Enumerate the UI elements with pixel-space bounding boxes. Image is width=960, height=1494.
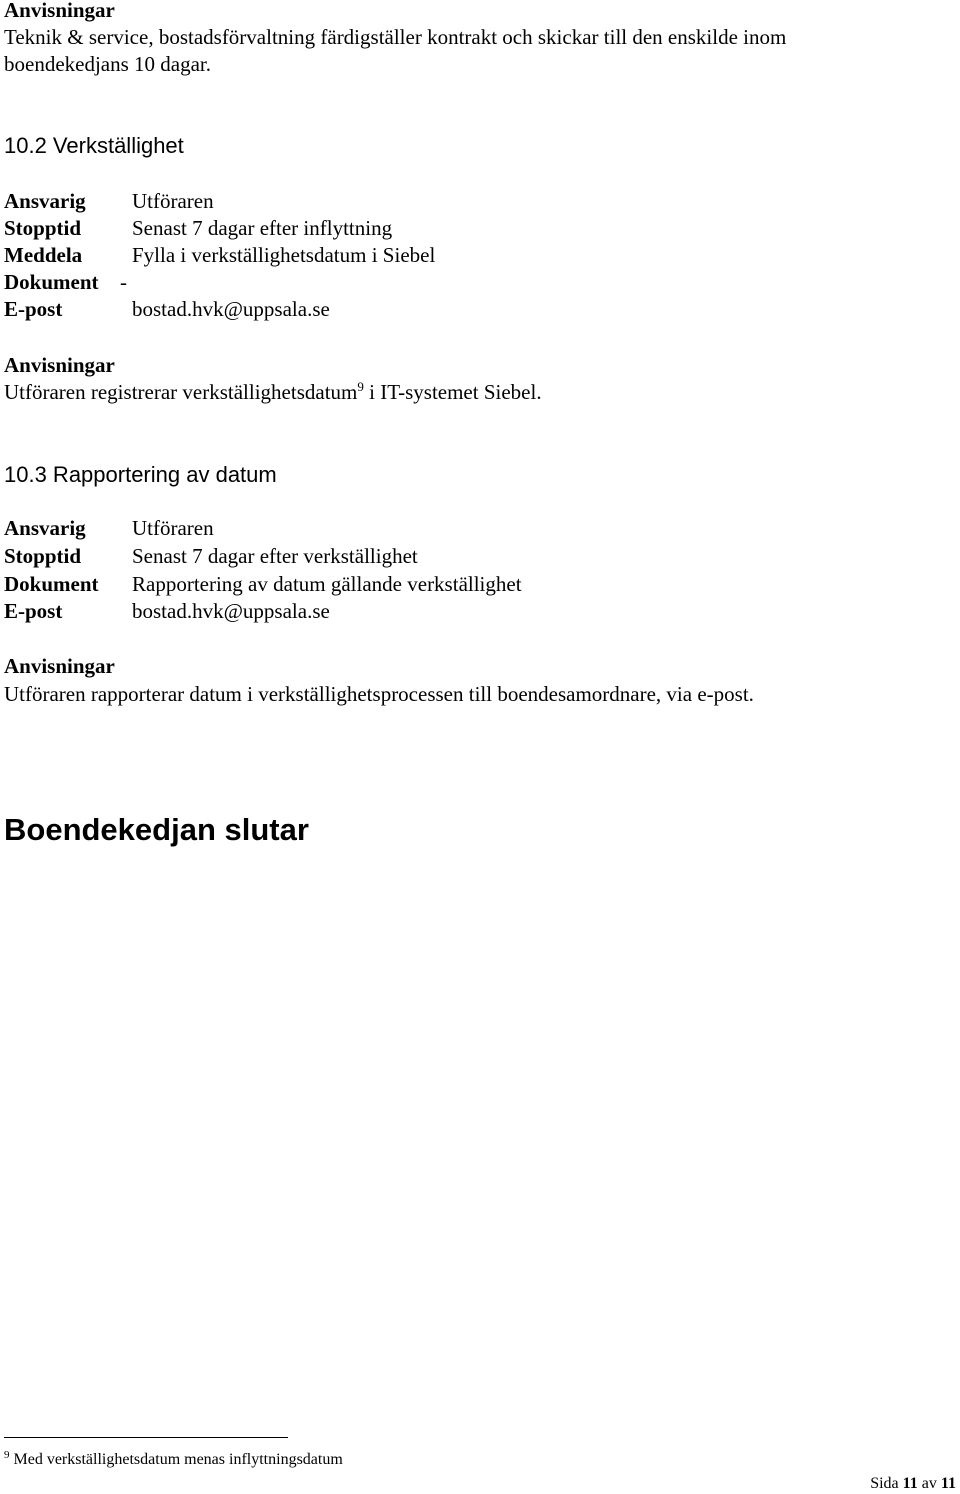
footnote bbox=[4, 1450, 343, 1470]
page-number-separator: av bbox=[917, 1475, 941, 1492]
row-value: Utföraren bbox=[132, 516, 214, 540]
row-label: Stopptid bbox=[4, 216, 82, 240]
intro-heading: Anvisningar bbox=[4, 0, 115, 22]
row-label: E-post bbox=[4, 599, 63, 623]
row-value-email: bostad.hvk@uppsala.se bbox=[132, 297, 330, 321]
closing-heading: Boendekedjan slutar bbox=[4, 812, 309, 847]
row-value: Utföraren bbox=[132, 189, 214, 213]
page-number-total: 11 bbox=[940, 1475, 956, 1492]
section-10-2-title: 10.2 Verkställighet bbox=[4, 133, 184, 158]
page-number-prefix: Sida bbox=[870, 1475, 903, 1492]
row-label: Dokument bbox=[4, 270, 99, 294]
row-label: Ansvarig bbox=[4, 516, 86, 540]
intro-text-line1: Teknik & service, bostadsförvaltning färdigställer kontrakt och skickar till den enskilde inom bbox=[4, 25, 787, 49]
row-value-email: bostad.hvk@uppsala.se bbox=[132, 599, 330, 623]
page-number bbox=[870, 1474, 956, 1494]
section-10-3-title: 10.3 Rapportering av datum bbox=[4, 462, 277, 487]
row-value: Fylla i verkställighetsdatum i Siebel bbox=[132, 243, 436, 267]
instructions-text-before: Utföraren registrerar verkställighetsdatum bbox=[4, 380, 358, 404]
footnote-reference: 9 bbox=[357, 379, 364, 394]
row-label: Dokument bbox=[4, 572, 99, 596]
row-value: Senast 7 dagar efter verkställighet bbox=[132, 544, 418, 568]
row-label: E-post bbox=[4, 297, 63, 321]
section-10-3-instructions-text: Utföraren rapporterar datum i verkställighetsprocessen till boendesamordnare, via e-post. bbox=[4, 682, 754, 706]
row-value: Rapportering av datum gällande verkställighet bbox=[132, 572, 522, 596]
intro-text-line2: boendekedjans 10 dagar. bbox=[4, 52, 212, 76]
footnote-number: 9 bbox=[4, 1449, 10, 1461]
row-label: Ansvarig bbox=[4, 189, 86, 213]
section-10-2-instructions-text bbox=[4, 379, 542, 406]
instructions-text-after: i IT-systemet Siebel. bbox=[363, 380, 542, 404]
page-number-current: 11 bbox=[902, 1475, 918, 1492]
row-value: - bbox=[120, 270, 127, 294]
section-10-2-instructions-heading: Anvisningar bbox=[4, 353, 115, 377]
row-label: Meddela bbox=[4, 243, 83, 267]
footnote-text: Med verkställighetsdatum menas inflyttningsdatum bbox=[9, 1451, 343, 1468]
footnote-divider bbox=[4, 1437, 288, 1438]
row-label: Stopptid bbox=[4, 544, 82, 568]
section-10-3-instructions-heading: Anvisningar bbox=[4, 654, 115, 678]
row-value: Senast 7 dagar efter inflyttning bbox=[132, 216, 393, 240]
